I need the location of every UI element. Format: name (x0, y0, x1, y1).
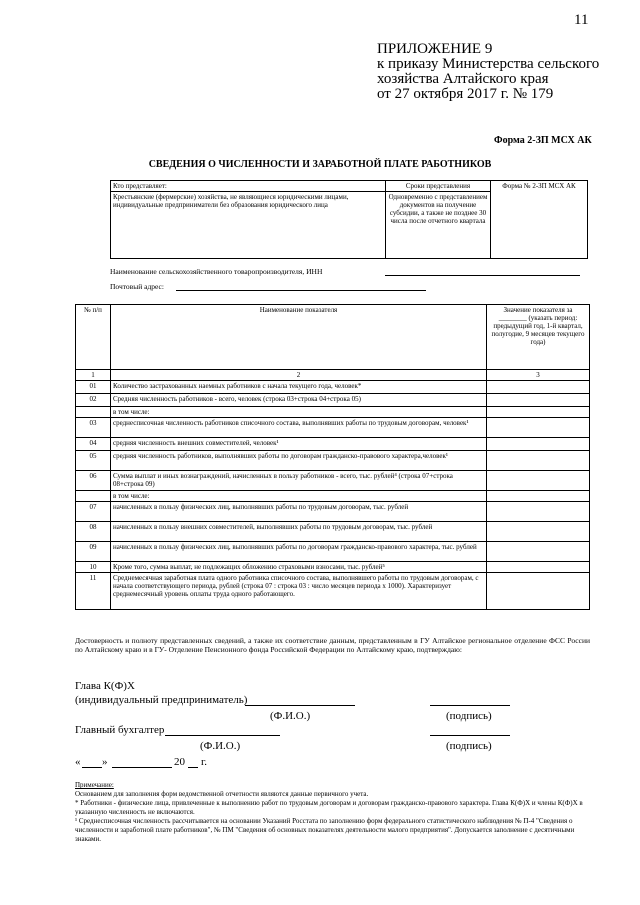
note-2: ¹ Среднесписочная численность рассчитывается на основании Указаний Росстата по заполнению форм федерального статистического наблюдения № П-4 "Сведения о численности и заработной плате работников", № ПМ "Сведения об основных показателях деятельности малого предприятия". Допускается заполнение с десятичными знаками. (75, 817, 575, 843)
head-fio-caption: (Ф.И.О.) (270, 710, 311, 722)
row-text: начисленных в пользу физических лиц, выполнявших работы по трудовым договорам, тыс. рублей (111, 502, 487, 522)
head-label-2: (индивидуальный предприниматель) (75, 694, 248, 706)
row-value-cell[interactable] (487, 381, 590, 394)
row-num: 02 (76, 394, 111, 407)
table-row (76, 438, 590, 451)
row-num: 08 (76, 522, 111, 542)
header-when-text: Одновременно с представлением документов на получение субсидии, а также не позднее 30 числа после отчетного квартала (386, 192, 491, 259)
row-num: 03 (76, 418, 111, 438)
row-num: 09 (76, 542, 111, 562)
head-label-1: Глава К(Ф)Х (75, 680, 135, 692)
table-row (76, 522, 590, 542)
row-value-cell[interactable] (487, 562, 590, 573)
col-index-1: 1 (76, 370, 111, 381)
row-value-cell[interactable] (487, 471, 590, 491)
table-row (76, 381, 590, 394)
row-text: средняя численность внешних совместителей, человек¹ (111, 438, 487, 451)
appendix-line1: к приказу Министерства сельского (377, 56, 600, 72)
row-text: средняя численность работников, выполнявших работы по договорам гражданско-правового характера,человек¹ (111, 451, 487, 471)
table-row (76, 573, 590, 610)
row-text: Средняя численность работников - всего, человек (строка 03+строка 04+строка 05) (111, 394, 487, 407)
row-text: Среднемесячная заработная плата одного работника списочного состава, выполнявшего работы по трудовым договорам, с начала соответствующего периода, рублей (строка 07 : строка 03 : число месяцев периода х 1000). Характеризует среднемесячный уровень оплаты труда одного работающего. (111, 573, 487, 610)
table-row (76, 394, 590, 407)
col-header-num: № п/п (76, 305, 111, 370)
row-value-cell[interactable] (487, 542, 590, 562)
table-row (76, 562, 590, 573)
row-value-cell[interactable] (487, 502, 590, 522)
form-code: Форма 2-ЗП МСХ АК (494, 135, 592, 146)
row-num: 01 (76, 381, 111, 394)
accountant-label: Главный бухгалтер (75, 724, 165, 736)
table-row (76, 407, 590, 418)
header-col-form: Форма № 2-ЗП МСХ АК (491, 181, 588, 259)
row-value-cell[interactable] (487, 573, 590, 610)
row-text: Кроме того, сумма выплат, не подлежащих обложению страховыми взносами, тыс. рублей⁵ (111, 562, 487, 573)
row-num (76, 407, 111, 418)
table-row (76, 542, 590, 562)
notes-title: Примечание: (75, 781, 114, 789)
row-value-cell[interactable] (487, 407, 590, 418)
row-value-cell[interactable] (487, 394, 590, 407)
address-line[interactable] (176, 290, 426, 291)
note-1: * Работники - физические лица, привлеченные к выполнению работ по трудовым договорам и договорам гражданско-правового характера. Глава К(Ф)Х и члены К(Ф)Х в указанную численность не включаются. (75, 799, 583, 816)
date-year-line[interactable] (188, 767, 198, 768)
table-row (76, 491, 590, 502)
header-col-who: Кто представляет: (111, 181, 386, 192)
table-row (76, 471, 590, 491)
header-col-when: Сроки представления (386, 181, 491, 192)
accountant-signature-line[interactable] (430, 735, 510, 736)
row-value-cell[interactable] (487, 438, 590, 451)
appendix-line3: от 27 октября 2017 г. № 179 (377, 86, 554, 102)
producer-label: Наименование сельскохозяйственного товаропроизводителя, ИНН (110, 267, 323, 276)
date-year-prefix: 20 (174, 756, 185, 768)
document-title: СВЕДЕНИЯ О ЧИСЛЕННОСТИ И ЗАРАБОТНОЙ ПЛАТЕ РАБОТНИКОВ (148, 159, 492, 170)
table-row (76, 502, 590, 522)
row-num: 04 (76, 438, 111, 451)
date-day-line[interactable] (82, 767, 102, 768)
appendix-header (377, 42, 599, 102)
address-label: Почтовый адрес: (110, 282, 164, 291)
col-index-2: 2 (111, 370, 487, 381)
date-quote-open: « (75, 756, 81, 768)
appendix-line2: хозяйства Алтайского края (377, 71, 549, 87)
producer-line[interactable] (385, 275, 580, 276)
row-num: 10 (76, 562, 111, 573)
row-text: начисленных в пользу внешних совместителей, выполнявших работы по трудовым договорам, тыс. рублей (111, 522, 487, 542)
col-header-value: Значение показателя за ________ (указать период: предыдущий год, 1-й квартал, полугодие, 9 месяцев текущего года) (487, 305, 590, 370)
col-header-name: Наименование показателя (111, 305, 487, 370)
date-year-suffix: г. (201, 756, 208, 768)
row-num: 11 (76, 573, 111, 610)
confirmation-text: Достоверность и полноту представленных сведений, а также их соответствие данным, представленным в ГУ Алтайское региональное отделение ФСС России по Алтайскому краю и в ГУ- Отделение Пенсионного фонда Российской Федерации по Алтайскому краю, подтверждаю: (75, 636, 590, 654)
header-table (110, 180, 588, 259)
page-number: 11 (574, 12, 589, 28)
row-num: 05 (76, 451, 111, 471)
head-fio-line[interactable] (245, 705, 355, 706)
row-num: 07 (76, 502, 111, 522)
row-value-cell[interactable] (487, 522, 590, 542)
accountant-fio-caption: (Ф.И.О.) (200, 740, 241, 752)
table-row (76, 451, 590, 471)
row-num (76, 491, 111, 502)
row-value-cell[interactable] (487, 451, 590, 471)
row-text: в том числе: (111, 407, 487, 418)
col-index-3: 3 (487, 370, 590, 381)
row-text: среднесписочная численность работников списочного состава, выполнявших работы по трудовым договорам, человек¹ (111, 418, 487, 438)
note-0: Основанием для заполнения форм ведомственной отчетности являются данные первичного учета. (75, 790, 369, 798)
row-text: Количество застрахованных наемных работников с начала текущего года, человек* (111, 381, 487, 394)
row-value-cell[interactable] (487, 418, 590, 438)
date-month-line[interactable] (112, 767, 172, 768)
appendix-title: ПРИЛОЖЕНИЕ 9 (377, 41, 493, 57)
row-value-cell[interactable] (487, 491, 590, 502)
date-quote-close: » (102, 756, 108, 768)
row-text: Сумма выплат и иных вознаграждений, начисленных в пользу работников - всего, тыс. рублей⁴ (строка 07+строка 08+строка 09) (111, 471, 487, 491)
table-row (76, 418, 590, 438)
indicators-table (75, 304, 590, 610)
row-num: 06 (76, 471, 111, 491)
row-text: в том числе: (111, 491, 487, 502)
accountant-signature-caption: (подпись) (446, 740, 492, 752)
head-signature-caption: (подпись) (446, 710, 492, 722)
accountant-fio-line[interactable] (165, 735, 280, 736)
header-who-text: Крестьянские (фермерские) хозяйства, не являющиеся юридическими лицами, индивидуальные предприниматели без образования юридического лица (111, 192, 386, 259)
head-signature-line[interactable] (430, 705, 510, 706)
notes (75, 781, 590, 844)
row-text: начисленных в пользу физических лиц, выполнявших работы по договорам гражданско-правового характера, тыс. рублей (111, 542, 487, 562)
